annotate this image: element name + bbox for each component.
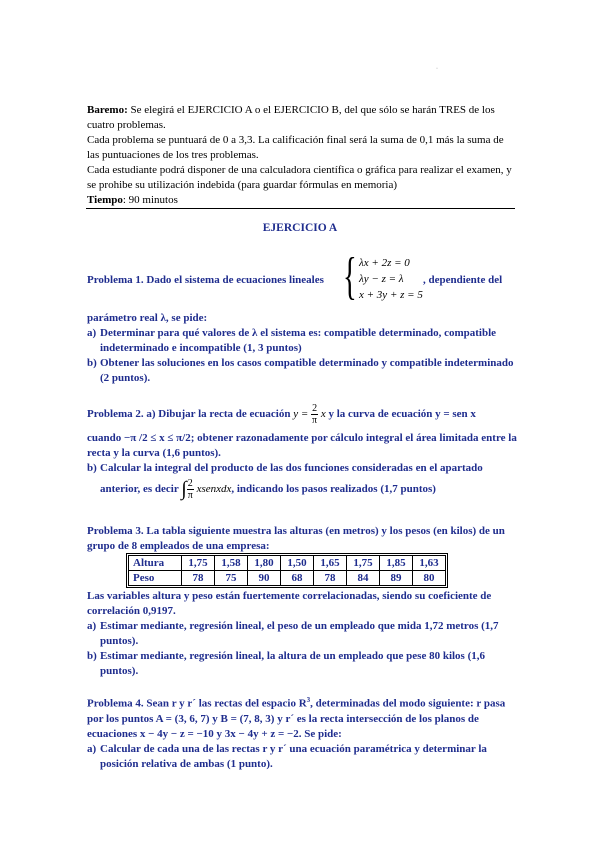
- corner-mark: ·: [436, 66, 438, 72]
- p4-intro-pre: Problema 4. Sean r y r´ las rectas del espacio R: [87, 697, 307, 710]
- p2-item-b: [87, 461, 517, 476]
- p3-b-marker: b): [87, 650, 97, 662]
- row-label-height: Altura: [129, 556, 182, 571]
- p1-item-b: [87, 356, 517, 386]
- p2-b1: Calcular la integral del producto de las dos funciones consideradas en el apartado: [100, 462, 483, 474]
- p4-intro: [87, 693, 517, 742]
- p2-integrand: xsenxdx: [196, 483, 232, 496]
- baremo-paragraph: [87, 103, 515, 133]
- integral-sign: ∫: [181, 478, 187, 500]
- p2-line2: cuando −π /2 ≤ x ≤ π/2; obtener razonadamente por cálculo integral el área limitada entre la recta y la curva (1,6 puntos).: [87, 432, 517, 459]
- row-label-weight: Peso: [129, 571, 182, 586]
- p4-a-text: Calcular de cada una de las rectas r y r´ una ecuación paramétrica y determinar la posición relativa de ambas (1 punto).: [100, 742, 487, 770]
- p2-int-den: π: [187, 490, 193, 501]
- table-cell: 1,85: [380, 556, 413, 571]
- problem-3-body: [87, 589, 517, 679]
- p2-b2-post: , indicando los pasos realizados (1,7 puntos): [231, 483, 436, 496]
- baremo-text: Se elegirá el EJERCICIO A o el EJERCICIO B, del que sólo se harán TRES de los cuatro problemas.: [87, 104, 495, 131]
- system-brace: {: [343, 248, 357, 305]
- table-cell: 1,50: [281, 556, 314, 571]
- table-cell: 1,63: [413, 556, 446, 571]
- table-cell: 1,75: [182, 556, 215, 571]
- p3-item-a: [87, 619, 517, 649]
- p2-int-num: 2: [187, 478, 193, 489]
- p4-item-a: [87, 742, 517, 772]
- p2-eq-var: x: [320, 408, 326, 421]
- baremo-label: Baremo:: [87, 104, 128, 116]
- p1-b-marker: b): [87, 357, 97, 369]
- system-equations: [359, 255, 423, 303]
- instructions: [87, 103, 515, 208]
- table-cell: 78: [182, 571, 215, 586]
- time-paragraph: [87, 193, 515, 208]
- table-cell: 89: [380, 571, 413, 586]
- time-text: : 90 minutos: [122, 194, 178, 206]
- calculator-paragraph: Cada estudiante podrá disponer de una calculadora científica o gráfica para realizar el examen, y se prohibe su utilización indebida (para guardar fórmulas en memoria): [87, 164, 512, 191]
- p4-a-marker: a): [87, 742, 97, 755]
- table-cell: 80: [413, 571, 446, 586]
- equation-1: λx + 2z = 0: [359, 257, 410, 269]
- p1-a-marker: a): [87, 327, 97, 339]
- p1-param: parámetro real λ, se pide:: [87, 312, 208, 324]
- problem-1-body: [87, 311, 517, 386]
- p2-frac-num: 2: [312, 403, 318, 414]
- p1-intro: Problema 1. Dado el sistema de ecuaciones lineales: [87, 274, 324, 286]
- p3-item-b: [87, 649, 517, 679]
- table-row-height: [129, 556, 446, 571]
- p2-fraction: [311, 403, 318, 426]
- problem-4: [87, 693, 517, 772]
- p1-a-text: Determinar para qué valores de λ el sistema es: compatible determinado, compatible indeterminado e incompatible (1, 3 puntos): [100, 327, 497, 354]
- scoring-paragraph: Cada problema se puntuará de 0 a 3,3. La calificación final será la suma de 0,1 más la suma de las puntuaciones de los tres problemas.: [87, 134, 504, 161]
- p2-after: y la curva de ecuación y = sen x: [328, 408, 476, 421]
- table-cell: 78: [314, 571, 347, 586]
- table-cell: 84: [347, 571, 380, 586]
- p2-b-line2: [100, 478, 530, 501]
- table-cell: 1,80: [248, 556, 281, 571]
- section-title: EJERCICIO A: [262, 222, 338, 234]
- problem-3-intro: Problema 3. La tabla siguiente muestra las alturas (en metros) y los pesos (en kilos) de un grupo de 8 empleados de una empresa:: [87, 525, 505, 552]
- time-label: Tiempo: [87, 194, 123, 206]
- table-row-weight: [129, 571, 446, 586]
- table-cell: 68: [281, 571, 314, 586]
- table-cell: 1,75: [347, 556, 380, 571]
- problem-2-body: [87, 431, 517, 476]
- p2-b-marker: b): [87, 462, 97, 474]
- p1-item-a: [87, 326, 517, 356]
- p2-eq-lhs: y =: [293, 408, 309, 421]
- p3-after: Las variables altura y peso están fuertemente correlacionadas, siendo su coeficiente de correlación 0,9197.: [87, 590, 492, 617]
- equation-3: x + 3y + z = 5: [359, 289, 423, 301]
- table-cell: 75: [215, 571, 248, 586]
- p3-b-text: Estimar mediante, regresión lineal, la altura de un empleado que pese 80 kilos (1,6 puntos).: [100, 650, 486, 677]
- table-cell: 1,58: [215, 556, 248, 571]
- p3-a-text: Estimar mediante, regresión lineal, el peso de un empleado que mida 1,72 metros (1,7 puntos).: [100, 620, 499, 647]
- divider: [86, 208, 515, 209]
- p4-intro-sup: 3: [306, 696, 311, 704]
- equation-2: λy − z = λ: [359, 273, 404, 285]
- p2-integral-fraction: [187, 478, 194, 501]
- table-cell: 1,65: [314, 556, 347, 571]
- p1-after: , dependiente del: [423, 274, 503, 286]
- data-table: [128, 555, 446, 586]
- table-cell: 90: [248, 571, 281, 586]
- p1-b-text: Obtener las soluciones en los casos compatible determinado y compatible indeterminado (2 puntos).: [100, 357, 514, 384]
- p3-a-marker: a): [87, 620, 97, 632]
- problem-2-intro: [87, 403, 517, 426]
- p2-intro: Problema 2. a) Dibujar la recta de ecuación: [87, 408, 291, 421]
- p2-b2-pre: anterior, es decir: [100, 483, 179, 496]
- p4-intro-post: , determinadas del modo siguiente: r pasa por los puntos A = (3, 6, 7) y B = (7, 8, 3) y r´ es la recta intersección de los planos de ecuaciones x − 4y − z = −10 y 3x − 4y + z = −2. Se pide:: [87, 697, 506, 740]
- p2-frac-den: π: [312, 415, 318, 426]
